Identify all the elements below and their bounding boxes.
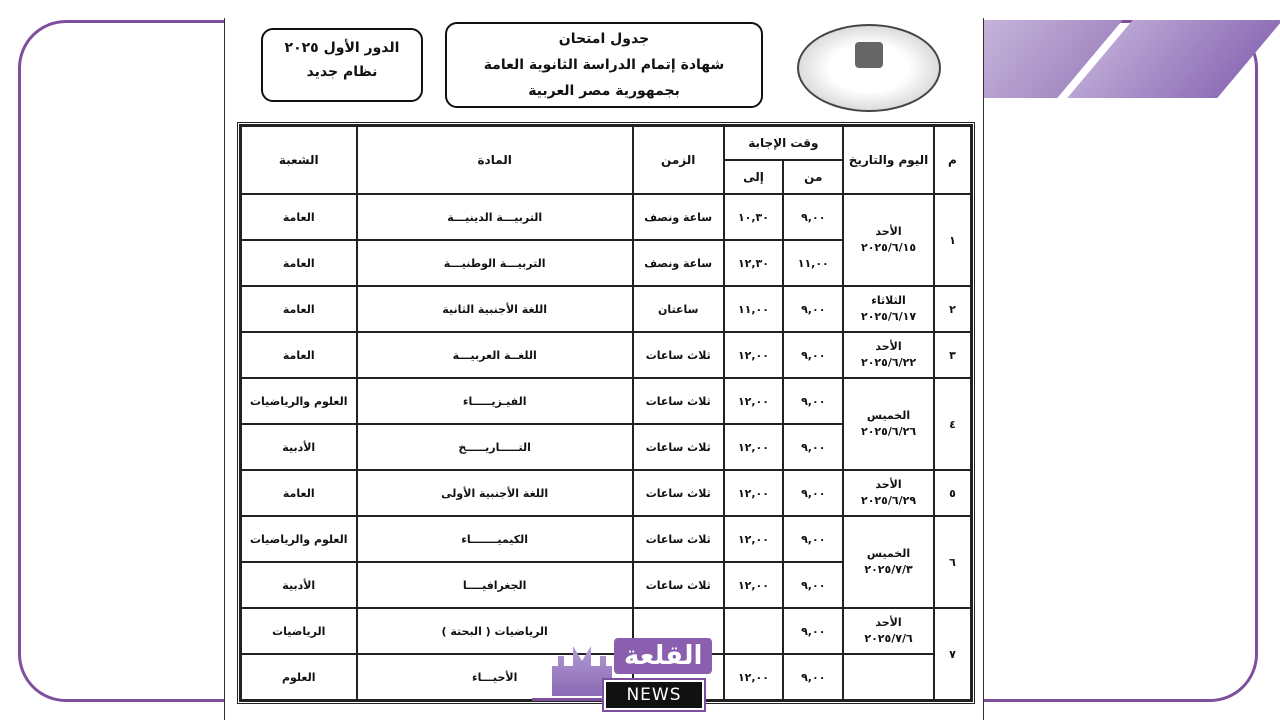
- branch: العامة: [241, 470, 357, 516]
- day-name: الخميس: [866, 547, 911, 560]
- time-from: ٩,٠٠: [783, 194, 843, 240]
- time-to: ١٢,٠٠: [724, 562, 784, 608]
- time-to: ١٠,٣٠: [724, 194, 784, 240]
- branch: العامة: [241, 240, 357, 286]
- branch: العامة: [241, 332, 357, 378]
- table-row: [241, 194, 971, 240]
- day-name: الثلاثاء: [871, 294, 906, 307]
- time-to: ١٢,٠٠: [724, 424, 784, 470]
- row-number: ٣: [934, 332, 971, 378]
- time-from: ٩,٠٠: [783, 286, 843, 332]
- time-to: ١٢,٠٠: [724, 332, 784, 378]
- branch: الأدبية: [241, 562, 357, 608]
- time-to: ١٢,٠٠: [724, 378, 784, 424]
- header-subject: المادة: [357, 126, 633, 194]
- duration: ثلاث ساعات: [633, 562, 724, 608]
- time-to: ١٢,٠٠: [724, 470, 784, 516]
- exam-date: ٢٠٢٥/٦/٢٦: [861, 425, 917, 438]
- day-date-cell: [843, 608, 934, 654]
- day-name: الأحد: [875, 225, 902, 238]
- branch: العلوم والرياضيات: [241, 378, 357, 424]
- duration: ساعتان: [633, 286, 724, 332]
- duration: ثلاث ساعات: [633, 332, 724, 378]
- time-to: ١٢,٠٠: [724, 654, 784, 700]
- day-name: الأحد: [875, 340, 902, 353]
- document-title: جدول امتحان: [558, 31, 650, 47]
- subject: الجغرافيــــا: [357, 562, 633, 608]
- table-row: [241, 516, 971, 562]
- exam-date: ٢٠٢٥/٦/٢٢: [861, 356, 917, 369]
- day-date-cell: [843, 378, 934, 470]
- duration: ثلاث ساعات: [633, 424, 724, 470]
- exam-date: ٢٠٢٥/٧/٣: [864, 563, 913, 576]
- day-name: الأحد: [875, 478, 902, 491]
- time-from: ٩,٠٠: [783, 516, 843, 562]
- alqalaa-news-logo: [552, 638, 762, 712]
- subject: الأحيـــاء: [357, 654, 633, 700]
- duration: ثلاث ساعات: [633, 470, 724, 516]
- time-from: ٩,٠٠: [783, 378, 843, 424]
- time-to: ١٢,٠٠: [724, 516, 784, 562]
- subject: الكيميـــــــاء: [357, 516, 633, 562]
- document-subtitle: شهادة إتمام الدراسة الثانوية العامة: [483, 57, 725, 73]
- day-date-cell: [843, 332, 934, 378]
- day-name: الأحد: [875, 616, 902, 629]
- branch: الأدبية: [241, 424, 357, 470]
- exam-date: ٢٠٢٥/٦/١٧: [861, 310, 917, 323]
- time-from: ٩,٠٠: [783, 608, 843, 654]
- row-number: ٧: [934, 608, 971, 700]
- table-row: [241, 378, 971, 424]
- header-duration: الزمن: [633, 126, 724, 194]
- header-to: إلى: [724, 160, 784, 194]
- castle-icon: [552, 646, 612, 696]
- exam-date: ٢٠٢٥/٦/٢٩: [861, 494, 917, 507]
- exam-round-box: [261, 28, 423, 102]
- duration: ساعة ونصف: [633, 194, 724, 240]
- time-from: ٩,٠٠: [783, 332, 843, 378]
- subject: الفيـزيـــــاء: [357, 378, 633, 424]
- exam-date: ٢٠٢٥/٦/١٥: [861, 241, 917, 254]
- branch: العامة: [241, 194, 357, 240]
- branch: العلوم والرياضيات: [241, 516, 357, 562]
- exam-round-label: الدور الأول ٢٠٢٥: [284, 40, 400, 56]
- branch: الرياضيات: [241, 608, 357, 654]
- day-date-cell: [843, 194, 934, 286]
- subject: الرياضيات ( البحتة ): [357, 608, 633, 654]
- table-row: [241, 470, 971, 516]
- ministry-seal-icon: [797, 24, 941, 112]
- subject: التربيـــة الوطنيـــة: [357, 240, 633, 286]
- day-date-cell: [843, 654, 934, 700]
- logo-news-label: NEWS: [604, 680, 704, 710]
- time-from: ٩,٠٠: [783, 654, 843, 700]
- day-date-cell: [843, 516, 934, 608]
- subject: اللغــة العربيـــة: [357, 332, 633, 378]
- table-row: [241, 286, 971, 332]
- document-country: بجمهورية مصر العربية: [528, 83, 680, 99]
- duration: ثلاث ساعات: [633, 378, 724, 424]
- header-day: اليوم والتاريخ: [843, 126, 934, 194]
- subject: اللغة الأجنبية الثانية: [357, 286, 633, 332]
- time-from: ٩,٠٠: [783, 562, 843, 608]
- header-from: من: [783, 160, 843, 194]
- duration: ساعة ونصف: [633, 240, 724, 286]
- day-date-cell: [843, 470, 934, 516]
- time-from: ١١,٠٠: [783, 240, 843, 286]
- row-number: ٤: [934, 378, 971, 470]
- time-from: ٩,٠٠: [783, 424, 843, 470]
- row-number: ١: [934, 194, 971, 286]
- document-title-box: [445, 22, 763, 108]
- row-number: ٦: [934, 516, 971, 608]
- branch: العامة: [241, 286, 357, 332]
- table-row: [241, 332, 971, 378]
- duration: ثلاث ساعات: [633, 516, 724, 562]
- subject: التربيـــة الدينيـــة: [357, 194, 633, 240]
- subject: التـــــاريـــــخ: [357, 424, 633, 470]
- day-name: الخميس: [866, 409, 911, 422]
- schedule-table: [237, 122, 975, 704]
- day-date-cell: [843, 286, 934, 332]
- header-branch: الشعبة: [241, 126, 357, 194]
- header-time: وقت الإجابة: [724, 126, 844, 160]
- branch: العلوم: [241, 654, 357, 700]
- row-number: ٥: [934, 470, 971, 516]
- exam-system-label: نظام جديد: [306, 64, 378, 80]
- row-number: ٢: [934, 286, 971, 332]
- exam-date: ٢٠٢٥/٧/٦: [864, 632, 913, 645]
- eagle-emblem-icon: [855, 42, 883, 68]
- time-to: ١٢,٣٠: [724, 240, 784, 286]
- exam-schedule-document: [224, 18, 984, 720]
- subject: اللغة الأجنبية الأولى: [357, 470, 633, 516]
- logo-arabic-name: القلعة: [614, 638, 712, 674]
- header-m: م: [934, 126, 971, 194]
- time-to: ١١,٠٠: [724, 286, 784, 332]
- logo-underline: [532, 698, 604, 701]
- time-from: ٩,٠٠: [783, 470, 843, 516]
